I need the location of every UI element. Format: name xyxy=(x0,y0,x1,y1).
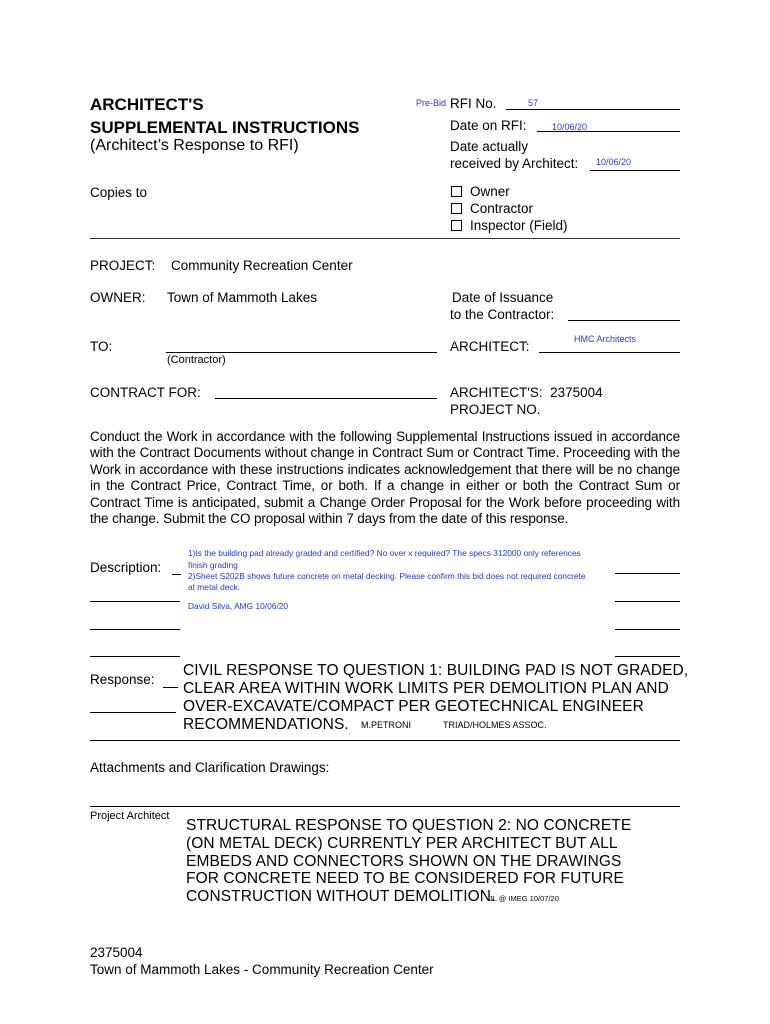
project-no-value: 2375004 xyxy=(550,385,603,400)
description-line-left2 xyxy=(90,601,180,602)
description-line-right1 xyxy=(615,573,680,574)
rfi-prefix: Pre-Bid xyxy=(416,98,447,108)
architect-label: ARCHITECT: xyxy=(450,339,530,354)
document-subtitle: (Architect’s Response to RFI) xyxy=(90,137,299,154)
description-line-left3 xyxy=(90,629,180,630)
document-title-line2: SUPPLEMENTAL INSTRUCTIONS xyxy=(90,118,360,137)
attachments-line xyxy=(90,806,680,807)
response-sign-org: TRIAD/HOLMES ASSOC. xyxy=(443,720,547,730)
structural-line5: CONSTRUCTION WITHOUT DEMOLITION. xyxy=(186,888,496,905)
description-line1: 1)Is the building pad already graded and certified? No over x required? The specs 312000 only references xyxy=(188,548,581,558)
to-sublabel: (Contractor) xyxy=(167,354,226,366)
response-label: Response: xyxy=(90,672,155,687)
owner-value: Town of Mammoth Lakes xyxy=(167,290,318,305)
received-date-value: 10/06/20 xyxy=(596,157,632,167)
response-sign-name: M.PETRONI xyxy=(361,720,412,730)
footer-project: Town of Mammoth Lakes - Community Recreation Center xyxy=(90,962,434,977)
copies-option-contractor[interactable]: Contractor xyxy=(451,201,533,216)
response-line4: RECOMMENDATIONS. xyxy=(183,716,349,733)
issuance-label-line2: to the Contractor: xyxy=(450,307,555,322)
copies-option-inspector[interactable]: Inspector (Field) xyxy=(451,218,568,233)
document-title-line1: ARCHITECT'S xyxy=(90,95,204,114)
rfi-no-value: 57 xyxy=(528,98,539,108)
project-label: PROJECT: xyxy=(90,258,156,273)
architect-value: HMC Architects xyxy=(574,334,637,344)
structural-line4: FOR CONCRETE NEED TO BE CONSIDERED FOR FUTURE xyxy=(186,870,624,887)
footer-number: 2375004 xyxy=(90,945,143,960)
description-line-left4 xyxy=(90,656,180,657)
received-label-line2: received by Architect: xyxy=(450,156,579,171)
divider xyxy=(90,238,680,239)
project-no-label-line1: ARCHITECT'S: 2375004 xyxy=(450,385,603,400)
to-contractor-line[interactable] xyxy=(166,352,437,353)
rfi-date-label: Date on RFI: xyxy=(450,118,527,133)
structural-line2: (ON METAL DECK) CURRENTLY PER ARCHITECT BUT ALL xyxy=(186,835,618,852)
project-no-label-line2: PROJECT NO. xyxy=(450,402,541,417)
description-line2: finish grading xyxy=(188,560,238,570)
description-signature: David Silva, AMG 10/06/20 xyxy=(188,601,289,611)
response-bottom-line xyxy=(90,740,680,741)
response-line3: OVER-EXCAVATE/COMPACT PER GEOTECHNICAL ENGINEER xyxy=(183,698,644,715)
to-label: TO: xyxy=(90,339,113,354)
checkbox-contractor[interactable] xyxy=(451,203,462,214)
description-line-right3 xyxy=(615,629,680,630)
project-architect-label: Project Architect xyxy=(90,810,170,822)
description-line-right2 xyxy=(615,601,680,602)
description-line-right4 xyxy=(615,656,680,657)
response-line2: CLEAR AREA WITHIN WORK LIMITS PER DEMOLITION PLAN AND xyxy=(183,680,669,697)
structural-sign: JL @ IMEG 10/07/20 xyxy=(489,894,559,903)
description-line3: 2)Sheet S202B shows future concrete on metal decking. Please confirm this bid does not required concrete xyxy=(188,571,586,581)
project-value: Community Recreation Center xyxy=(171,258,353,273)
contract-for-line[interactable] xyxy=(215,398,437,399)
received-date-line[interactable] xyxy=(590,170,680,171)
architect-line[interactable] xyxy=(539,352,680,353)
contract-for-label: CONTRACT FOR: xyxy=(90,385,201,400)
description-label: Description: xyxy=(90,560,162,575)
response-line-stub xyxy=(163,687,178,688)
attachments-label: Attachments and Clarification Drawings: xyxy=(90,760,330,775)
rfi-date-value: 10/06/20 xyxy=(552,122,588,132)
description-line4: at metal deck. xyxy=(188,582,241,592)
owner-label: OWNER: xyxy=(90,290,146,305)
issuance-date-line[interactable] xyxy=(568,320,680,321)
received-label-line1: Date actually xyxy=(450,139,529,154)
response-line1: CIVIL RESPONSE TO QUESTION 1: BUILDING PAD IS NOT GRADED, xyxy=(183,662,689,679)
description-line-stub xyxy=(172,574,181,575)
structural-line1: STRUCTURAL RESPONSE TO QUESTION 2: NO CONCRETE xyxy=(186,817,632,834)
rfi-no-line[interactable] xyxy=(506,109,680,110)
response-line-left2 xyxy=(90,712,176,713)
checkbox-inspector[interactable] xyxy=(451,220,462,231)
checkbox-owner[interactable] xyxy=(451,186,462,197)
structural-line3: EMBEDS AND CONNECTORS SHOWN ON THE DRAWINGS xyxy=(186,853,622,870)
copies-label: Copies to xyxy=(90,185,148,200)
rfi-no-label: RFI No. xyxy=(450,96,497,111)
instructions-paragraph: Conduct the Work in accordance with the following Supplemental Instructions issued in accordance with the Contract Documents without change in Contract Sum or Contract Time. Proceeding with the Work in accordance with these instructions indicates acknowledgement that there will be no change in the Contract Price, Contract Time, or both. If a change in either or both the Contract Sum or Contract Time is anticipated, submit a Change Order Proposal for the Work before proceeding with the change. Submit the CO proposal within 7 days from the date of this response. xyxy=(90,429,680,527)
issuance-label-line1: Date of Issuance xyxy=(452,290,554,305)
copies-option-owner[interactable]: Owner xyxy=(451,184,510,199)
